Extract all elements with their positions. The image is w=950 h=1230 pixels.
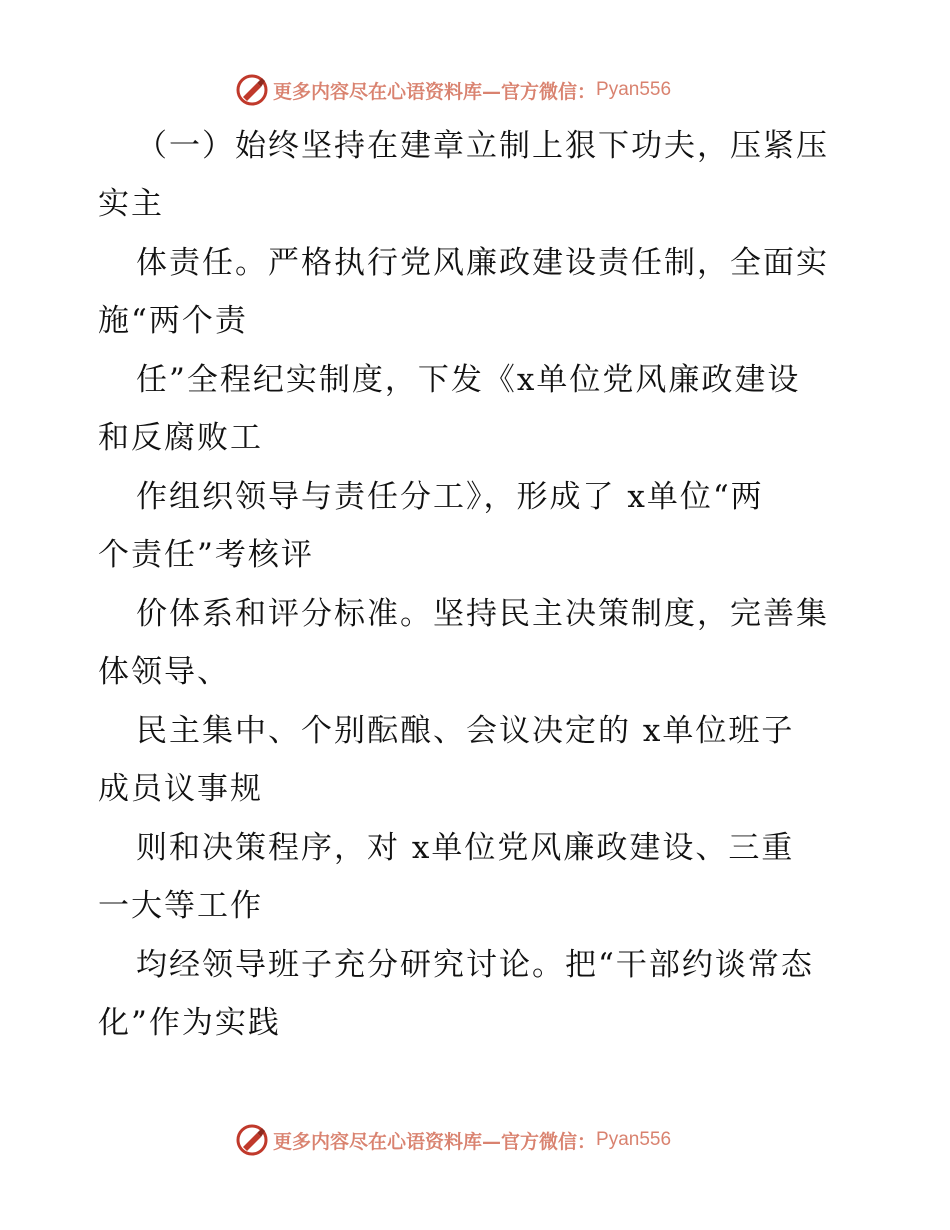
- paragraph-2-first-line: 体责任。严格执行党风廉政建设责任制，全面实: [136, 245, 829, 281]
- paragraph-6-first-line: 民主集中、个别酝酿、会议决定的 x单位班子: [136, 713, 795, 749]
- paragraph-5-continuation: 体领导、: [98, 654, 230, 690]
- watermark-footer: [235, 1122, 671, 1158]
- watermark-text: 更多内容尽在心语资料库—官方微信：: [273, 1130, 597, 1153]
- paragraph-4-continuation: 个责任”考核评: [98, 537, 314, 573]
- paragraph-1-first-line: （一）始终坚持在建章立制上狠下功夫，压紧压: [136, 128, 829, 164]
- paragraph-5-first-line: 价体系和评分标准。坚持民主决策制度，完善集: [136, 596, 829, 632]
- paragraph-3-first-line: 任”全程纪实制度，下发《x单位党风廉政建设: [136, 362, 801, 398]
- watermark-wechat-id: Pyan556: [596, 79, 672, 100]
- paragraph-1-continuation: 实主: [98, 186, 164, 222]
- watermark-logo-icon: [235, 1123, 269, 1157]
- paragraph-8-continuation: 化”作为实践: [98, 1005, 281, 1041]
- paragraph-7-first-line: 则和决策程序，对 x单位党风廉政建设、三重: [136, 830, 795, 866]
- watermark-header: [235, 72, 671, 108]
- paragraph-6-continuation: 成员议事规: [98, 771, 263, 807]
- paragraph-4-first-line: 作组织领导与责任分工》，形成了 x单位“两: [136, 479, 764, 515]
- watermark-text: 更多内容尽在心语资料库—官方微信：: [273, 80, 597, 103]
- paragraph-2-continuation: 施“两个责: [98, 303, 248, 339]
- watermark-wechat-id: Pyan556: [596, 1129, 672, 1150]
- paragraph-7-continuation: 一大等工作: [98, 888, 263, 924]
- paragraph-3-continuation: 和反腐败工: [98, 420, 263, 456]
- paragraph-8-first-line: 均经领导班子充分研究讨论。把“干部约谈常态: [136, 947, 814, 983]
- watermark-logo-icon: [235, 73, 269, 107]
